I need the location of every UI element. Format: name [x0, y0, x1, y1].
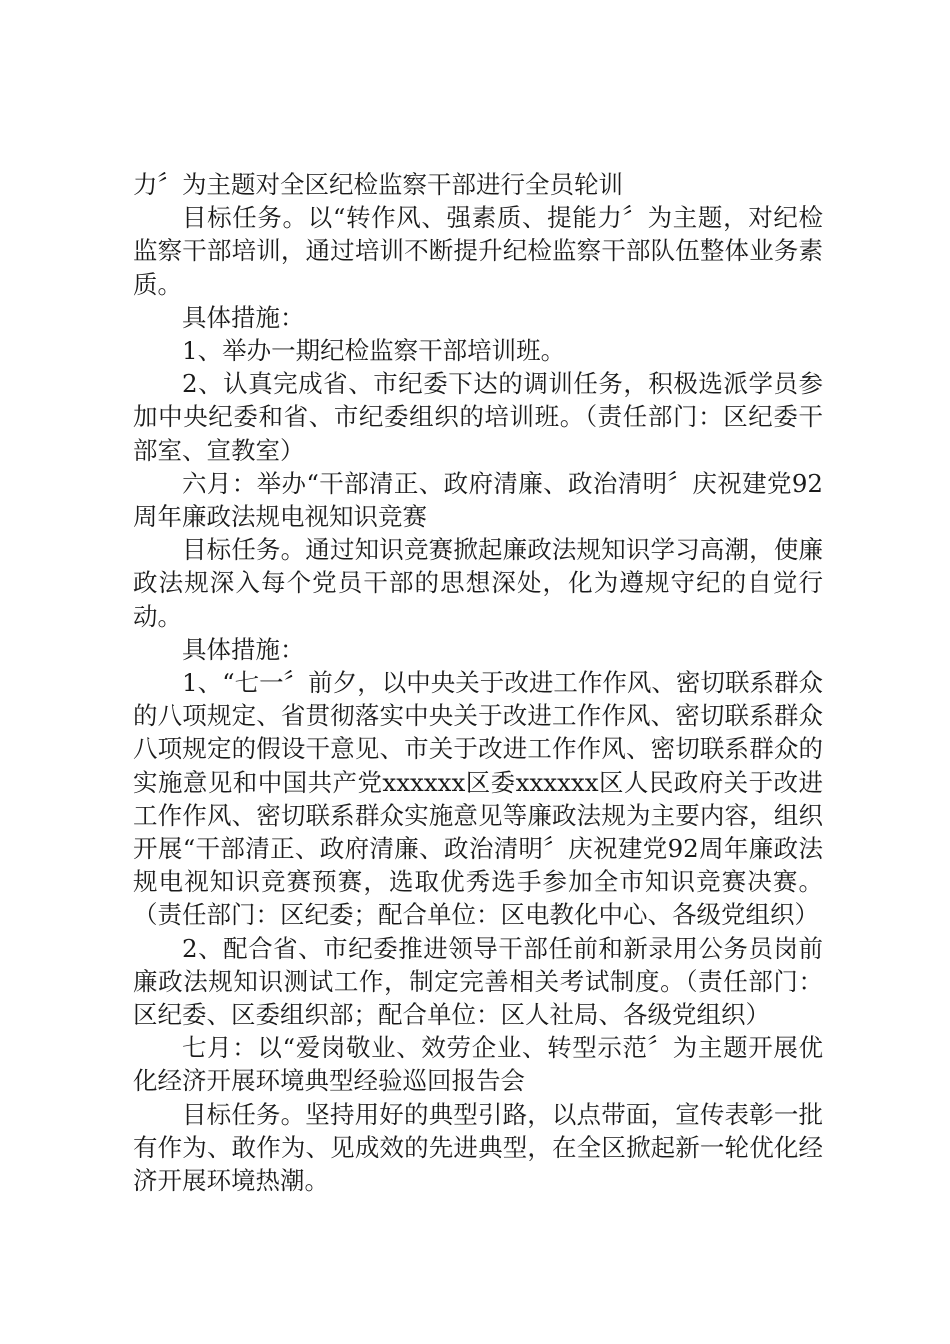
paragraph-measure-item: 2、认真完成省、市纪委下达的调训任务，积极选派学员参加中央纪委和省、市纪委组织的培训班。（责任部门：区纪委干部室、宣教室）: [133, 369, 823, 465]
paragraph-goal: 目标任务。以“转作风、强素质、提能力〞为主题，对纪检监察干部培训，通过培训不断提升纪检监察干部队伍整体业务素质。: [133, 203, 823, 299]
paragraph-continuation: 力〞为主题对全区纪检监察干部进行全员轮训: [133, 170, 623, 199]
paragraph-measure-item: 1、举办一期纪检监察干部培训班。: [182, 336, 566, 366]
paragraph-month-heading: 七月：以“爱岗敬业、效劳企业、转型示范〞为主题开展优化经济开展环境典型经验巡回报告会: [133, 1033, 823, 1096]
paragraph-goal: 目标任务。通过知识竞赛掀起廉政法规知识学习高潮，使廉政法规深入每个党员干部的思想深处，化为遵规守纪的自觉行动。: [133, 535, 823, 631]
document-body: [133, 168, 823, 1197]
paragraph-goal: 目标任务。坚持用好的典型引路，以点带面，宣传表彰一批有作为、敢作为、见成效的先进典型，在全区掀起新一轮优化经济开展环境热潮。: [133, 1099, 823, 1196]
paragraph-month-heading: 六月：举办“干部清正、政府清廉、政治清明〞庆祝建党92周年廉政法规电视知识竞赛: [133, 468, 823, 532]
paragraph-measure-item: 2、配合省、市纪委推进领导干部任前和新录用公务员岗前廉政法规知识测试工作，制定完善相关考试制度。（责任部门：区纪委、区委组织部；配合单位：区人社局、各级党组织）: [133, 933, 823, 1030]
paragraph-measure-item: 1、“七一〞前夕，以中央关于改进工作作风、密切联系群众的八项规定、省贯彻落实中央关于改进工作作风、密切联系群众八项规定的假设干意见、市关于改进工作作风、密切联系群众的实施意见和中国共产党xxxxxx区委xxxxxx区人民政府关于改进工作作风、密切联系群众实施意见等廉政法规为主要内容，组织开展“干部清正、政府清廉、政治清明〞庆祝建党92周年廉政法规电视知识竞赛预赛，选取优秀选手参加全市知识竞赛决赛。（责任部门：区纪委；配合单位：区电教化中心、各级党组织）: [133, 668, 823, 930]
paragraph-measures-heading: 具体措施：: [182, 302, 305, 332]
paragraph-measures-heading: 具体措施：: [182, 634, 305, 664]
